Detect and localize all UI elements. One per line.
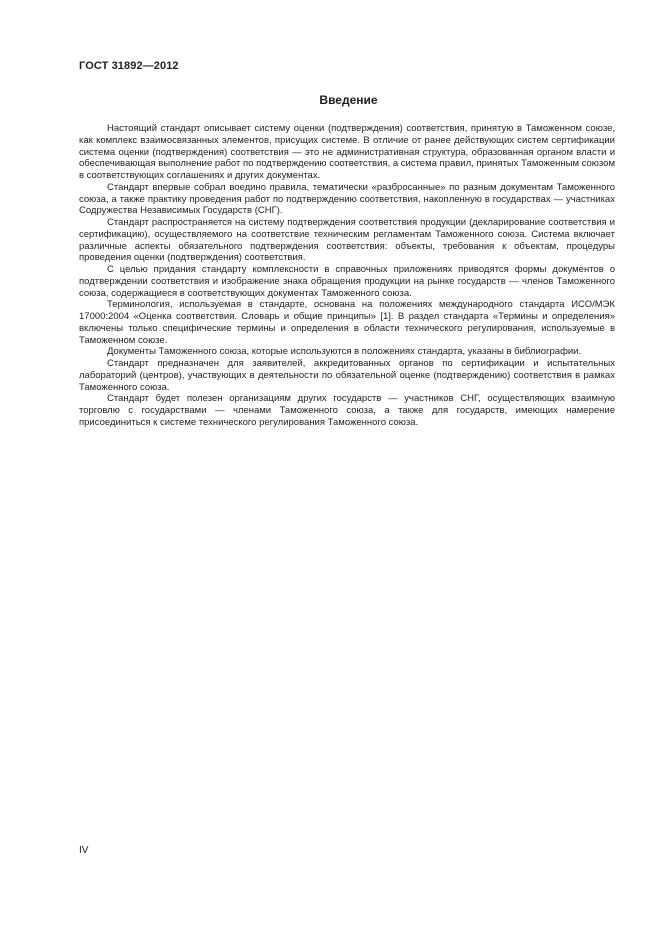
paragraph: Стандарт распространяется на систему подтверждения соответствия продукции (декларирование соответствия и сертификацию), осуществляемого на соответствие техническим регламентам Таможенного союза. Система включает различные аспекты обязательного подтверждения соответствия: объекты, требования к объектам, процедуры проведения оценки (подтверждения) соответствия. [79, 217, 615, 264]
section-title: Введение [319, 93, 378, 107]
section-body [79, 123, 615, 429]
paragraph: Документы Таможенного союза, которые используются в положениях стандарта, указаны в библиографии. [107, 346, 582, 358]
paragraph: Стандарт предназначен для заявителей, аккредитованных органов по сертификации и испытательных лабораторий (центров), участвующих в деятельности по обязательной оценке (подтверждению) соответствия в рамках Таможенного союза. [79, 358, 615, 393]
paragraph: Терминология, используемая в стандарте, основана на положениях международного стандарта ИСО/МЭК 17000:2004 «Оценка соответствия. Словарь и общие принципы» [1]. В раздел стандарта «Термины и определения» включены только специфические термины и определения в области технического регулирования, используемые в Таможенном союзе. [79, 299, 615, 346]
paragraph: Стандарт будет полезен организациям других государств — участников СНГ, осуществляющих взаимную торговлю с государствами — членами Таможенного союза, а также для государств, имеющих намерение присоединиться к системе технического регулирования Таможенного союза. [79, 393, 615, 428]
paragraph: С целью придания стандарту комплексности в справочных приложениях приводятся формы документов о подтверждении соответствия и изображение знака обращения продукции на рынке государств — членов Таможенного союза, содержащиеся в соответствующих документах Таможенного союза. [79, 264, 615, 299]
paragraph: Стандарт впервые собрал воедино правила, тематически «разбросанные» по разным документам Таможенного союза, а также практику проведения работ по подтверждению соответствия, накопленную в государствах — участниках Содружества Независимых Государств (СНГ). [79, 181, 615, 217]
paragraph: Настоящий стандарт описывает систему оценки (подтверждения) соответствия, принятую в Таможенном союзе, как комплекс взаимосвязанных элементов, присущих системе. В отличие от ранее действующих систем сертификации система оценки (подтверждения) соответствия — это не административная структура, образованная органом власти и обеспечивающая выполнение работ по подтверждению соответствия, а система правил, принятых Таможенным союзом в соответствующих соглашениях и других документах. [79, 123, 615, 181]
page-number: IV [79, 845, 89, 856]
document-code: ГОСТ 31892—2012 [79, 60, 179, 72]
